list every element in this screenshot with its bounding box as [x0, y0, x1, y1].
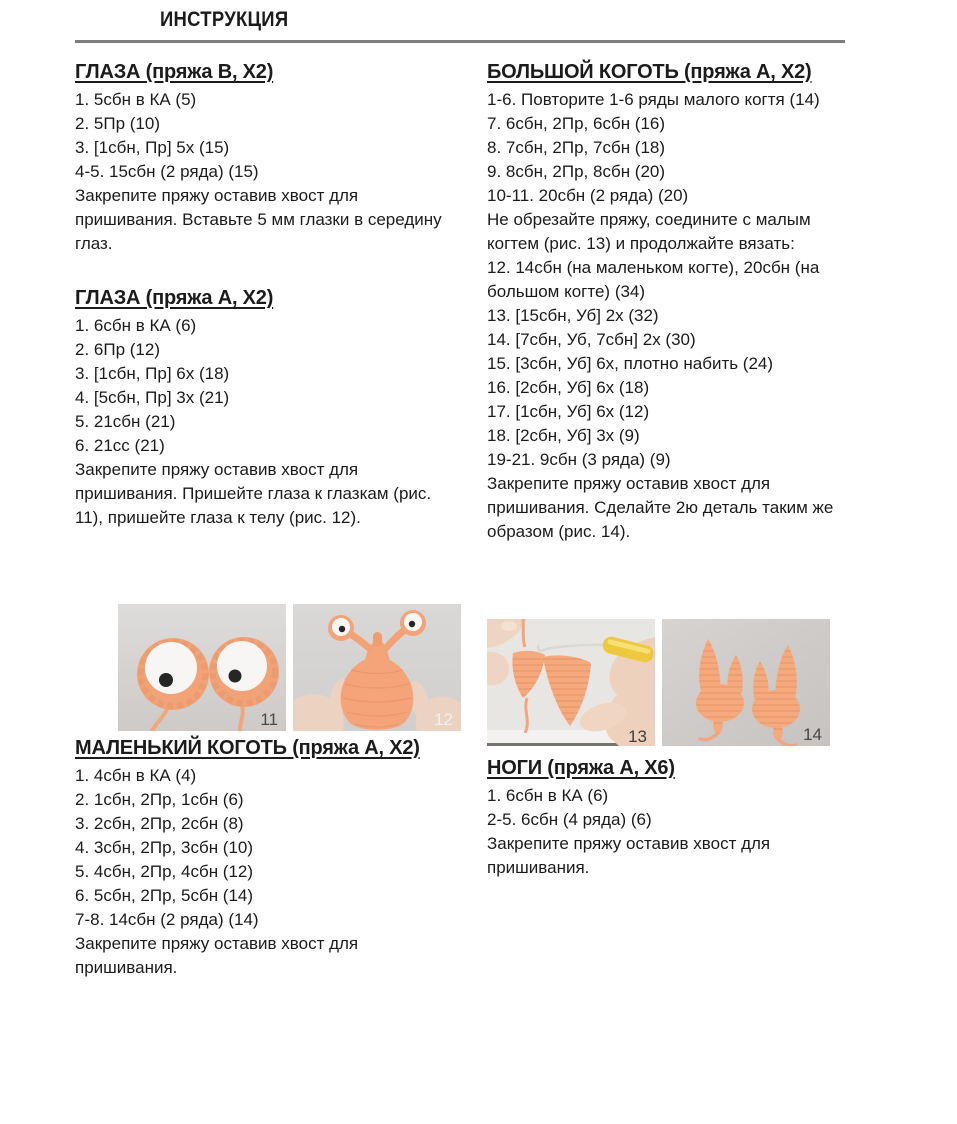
photo-strip-right: [487, 619, 830, 746]
instruction-row: 4. 3сбн, 2Пр, 3сбн (10): [75, 838, 254, 857]
instruction-row: 14. [7сбн, Уб, 7сбн] 2x (30): [487, 330, 696, 349]
crochet-eye-right: [209, 637, 279, 707]
instruction-row: 10-11. 20сбн (2 ряда) (20): [487, 186, 689, 205]
instruction-row: 3. [1сбн, Пр] 5x (15): [75, 138, 230, 157]
instruction-row: 7-8. 14сбн (2 ряда) (14): [75, 910, 259, 929]
instruction-row: 3. [1сбн, Пр] 6x (18): [75, 364, 230, 383]
photo-number: 14: [803, 725, 822, 744]
right-column-top: [487, 59, 855, 544]
instruction-row: 5. 4сбн, 2Пр, 4сбн (12): [75, 862, 254, 881]
instruction-row: 12. 14сбн (на маленьком когте), 20сбн (на большом когте) (34): [487, 258, 820, 301]
crochet-eye-left: [137, 638, 209, 710]
instruction-row: 19-21. 9сбн (3 ряда) (9): [487, 450, 671, 469]
title-divider: [75, 40, 845, 43]
body-with-eyestalks-photo: [293, 604, 461, 731]
section-eyes-a: [75, 285, 460, 530]
section-legs: [487, 755, 855, 880]
instruction-row: 2. 6Пр (12): [75, 340, 160, 359]
yarn-strand: [523, 619, 525, 647]
claw-joining-photo: [487, 619, 655, 746]
photo-number: 12: [434, 710, 453, 729]
left-column-top: [75, 59, 460, 530]
photo-strip-left: [118, 604, 461, 731]
instruction-row: 7. 6сбн, 2Пр, 6сбн (16): [487, 114, 666, 133]
instruction-row: 1. 6сбн в КА (6): [487, 786, 609, 805]
instruction-row: 1. 6сбн в КА (6): [75, 316, 197, 335]
instruction-row: 1. 5сбн в КА (5): [75, 90, 197, 109]
finished-claws-photo: [662, 619, 830, 746]
section-heading: НОГИ (пряжа А, X6): [487, 757, 675, 779]
instruction-row: 1. 4сбн в КА (4): [75, 766, 197, 785]
instruction-row: 17. [1сбн, Уб] 6x (12): [487, 402, 650, 421]
instruction-row: 13. [15сбн, Уб] 2x (32): [487, 306, 659, 325]
instruction-row: 2-5. 6сбн (4 ряда) (6): [487, 810, 652, 829]
page-title: ИНСТРУКЦИЯ: [160, 8, 289, 31]
section-heading: ГЛАЗА (пряжа B, X2): [75, 61, 274, 83]
left-column-bottom: [75, 735, 460, 980]
photo-number: 11: [260, 710, 278, 729]
section-eyes-b: [75, 59, 460, 256]
section-note: Закрепите пряжу оставив хвост для пришивания. Сделайте 2ю деталь таким же образом (рис. 14).: [487, 474, 834, 541]
photo-13: [487, 619, 655, 746]
instruction-row: 18. [2сбн, Уб] 3x (9): [487, 426, 640, 445]
section-heading: БОЛЬШОЙ КОГОТЬ (пряжа А, X2): [487, 61, 812, 83]
section-note: Закрепите пряжу оставив хвост для пришивания.: [487, 834, 771, 877]
photo-14: [662, 619, 830, 746]
instruction-row: 15. [3сбн, Уб] 6x, плотно набить (24): [487, 354, 774, 373]
section-note: Закрепите пряжу оставив хвост для пришивания.: [75, 934, 359, 977]
section-heading: МАЛЕНЬКИЙ КОГОТЬ (пряжа А, X2): [75, 737, 420, 759]
section-note: Закрепите пряжу оставив хвост для пришивания. Вставьте 5 мм глазки в середину глаз.: [75, 186, 442, 253]
instruction-row: 9. 8сбн, 2Пр, 8сбн (20): [487, 162, 666, 181]
section-small-claw: [75, 735, 460, 980]
instruction-row: 8. 7сбн, 2Пр, 7сбн (18): [487, 138, 666, 157]
crocheted-eyes-photo: [118, 604, 286, 731]
photo-11: [118, 604, 286, 731]
section-big-claw: [487, 59, 855, 544]
instruction-row: 6. 21сс (21): [75, 436, 165, 455]
right-column-bottom: [487, 755, 855, 880]
section-note: Закрепите пряжу оставив хвост для пришивания. Пришейте глаза к глазкам (рис. 11), пришейте глаза к телу (рис. 12).: [75, 460, 432, 527]
section-heading: ГЛАЗА (пряжа А, X2): [75, 287, 274, 309]
photo-12: [293, 604, 461, 731]
instruction-row: 16. [2сбн, Уб] 6x (18): [487, 378, 650, 397]
instruction-row: 2. 5Пр (10): [75, 114, 160, 133]
instruction-row: 2. 1сбн, 2Пр, 1сбн (6): [75, 790, 244, 809]
instruction-row: 5. 21сбн (21): [75, 412, 176, 431]
instruction-row: 3. 2сбн, 2Пр, 2сбн (8): [75, 814, 244, 833]
instruction-row: 1-6. Повторите 1-6 ряды малого когтя (14): [487, 90, 820, 109]
instruction-row: 4. [5сбн, Пр] 3x (21): [75, 388, 230, 407]
photo-number: 13: [628, 727, 647, 746]
instruction-row: 4-5. 15сбн (2 ряда) (15): [75, 162, 259, 181]
instruction-row: Не обрезайте пряжу, соедините с малым когтем (рис. 13) и продолжайте вязать:: [487, 210, 811, 253]
instruction-row: 6. 5сбн, 2Пр, 5сбн (14): [75, 886, 254, 905]
yarn-strand: [525, 698, 527, 733]
